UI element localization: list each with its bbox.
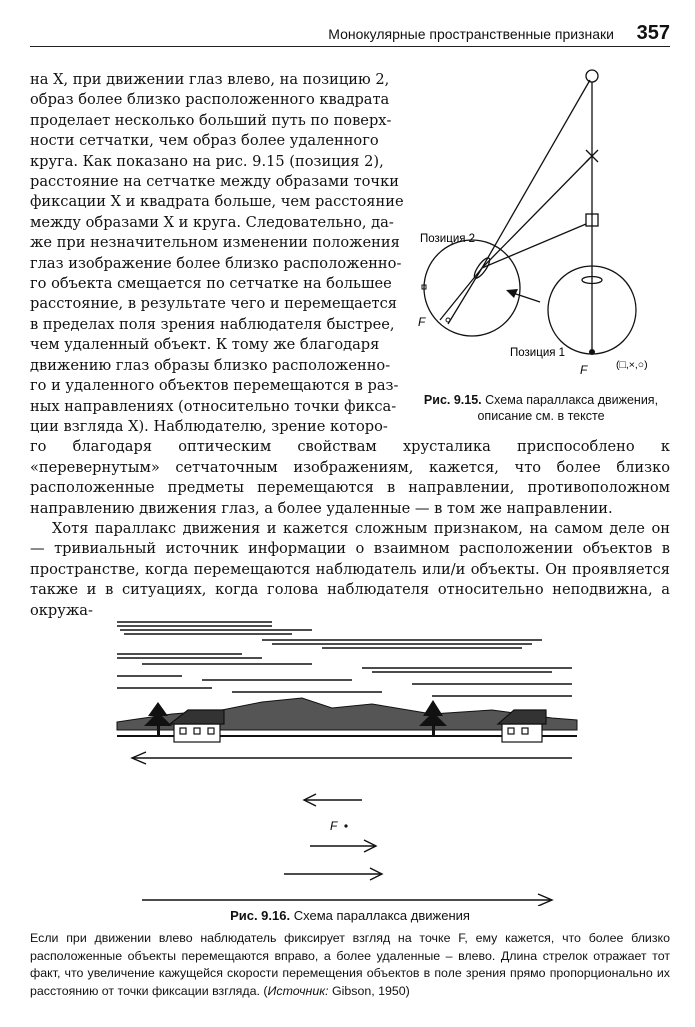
text-line: между образами X и круга. Следовательно, да- — [30, 213, 394, 231]
note-source-label: Источник: — [267, 983, 329, 998]
caption-text: Схема параллакса движения — [293, 908, 470, 923]
eye-position-2 — [424, 240, 520, 336]
text-line: в пределах поля зрения наблюдателя быстрее, — [30, 315, 395, 333]
text-line: ных направлениях (относительно точки фикса- — [30, 397, 397, 415]
far-circle-marker — [586, 70, 598, 82]
text-line: же при незначительном изменении положения — [30, 234, 400, 252]
line-to-square — [482, 224, 586, 268]
label-f-right: F — [580, 363, 588, 377]
running-header — [30, 24, 670, 47]
text-line: го объекта смещается по сетчатке на большее — [30, 275, 392, 293]
text-line: движению глаз образы близко расположенно- — [30, 356, 391, 374]
figure-9-15-diagram — [410, 62, 672, 392]
label-position-2: Позиция 2 — [420, 233, 476, 245]
page-number: 357 — [636, 22, 670, 44]
caption-number: Рис. 9.16. — [230, 908, 291, 923]
note-source: Gibson, 1950) — [328, 983, 410, 998]
text-line: расстояние на сетчатке между образами точки — [30, 173, 399, 191]
text-line: ции взгляда X). Наблюдателю, зрение которо- — [30, 417, 388, 435]
figure-9-16-note — [30, 930, 670, 1000]
figure-9-16-caption — [30, 908, 670, 923]
text-line: круга. Как показано на рис. 9.15 (позиция 2), — [30, 152, 384, 170]
sky-clouds — [117, 622, 572, 696]
paragraph-1-tail: го благодаря оптическим свойствам хрусталика приспособлено к «перевернутым» сетчаточным изображениям, кажется, что более близко расположенные предметы перемещаются в направлении, противоположном направлению движения глаз, а более удаленные — в том же направлении. — [30, 438, 670, 517]
label-f-left: F — [418, 315, 426, 329]
text-line: проделает несколько больший путь по поверх- — [30, 111, 392, 129]
figure-9-16-illustration — [112, 618, 582, 906]
caption-text: Схема параллакса движения, описание см. в тексте — [477, 393, 659, 423]
text-line: глаз изображение более близко расположенно- — [30, 254, 402, 272]
text-line: ности сетчатки, чем образ более удаленного — [30, 132, 379, 150]
note-text: Если при движении влево наблюдатель фиксирует взгляд на точке F, ему кажется, что более близко расположенные объекты перемещаются вправо, а более удаленные – влево. Длина стрелок отражает тот факт, что увеличение кажущейся скорости перемещения объектов в поле зрения прямо пропорционально их расстоянию от точки фиксации взгляда. ( — [30, 931, 670, 998]
label-symbols: (□,×,○) — [616, 359, 648, 371]
header-title: Монокулярные пространственные признаки — [328, 26, 614, 42]
text-line: чем удаленный объект. К тому же благодаря — [30, 336, 380, 354]
label-position-1: Позиция 1 — [510, 347, 566, 359]
text-line: на X, при движении глаз влево, на позицию 2, — [30, 71, 390, 88]
text-line: образ более близко расположенного квадрата — [30, 91, 390, 109]
paragraph-2: Хотя параллакс движения и кажется сложным признаком, на самом деле он — тривиальный источник информации о взаимном расположении объектов в пространстве, когда перемещаются наблюдатель или/и объекты. Он проявляется также и в ситуациях, когда голова наблюдателя относительно неподвижна, а окружа- — [30, 519, 670, 619]
caption-number: Рис. 9.15. — [423, 393, 482, 407]
figure-9-15-caption — [410, 392, 672, 424]
text-line: го и удаленного объектов перемещаются в раз- — [30, 377, 399, 395]
text-line: фиксации X и квадрата больше, чем расстояние — [30, 193, 404, 211]
text-line: расстояние, в результате чего и перемещается — [30, 295, 397, 313]
paragraph-1-wrapped — [30, 70, 402, 437]
label-f-fixation: F — [330, 819, 338, 833]
